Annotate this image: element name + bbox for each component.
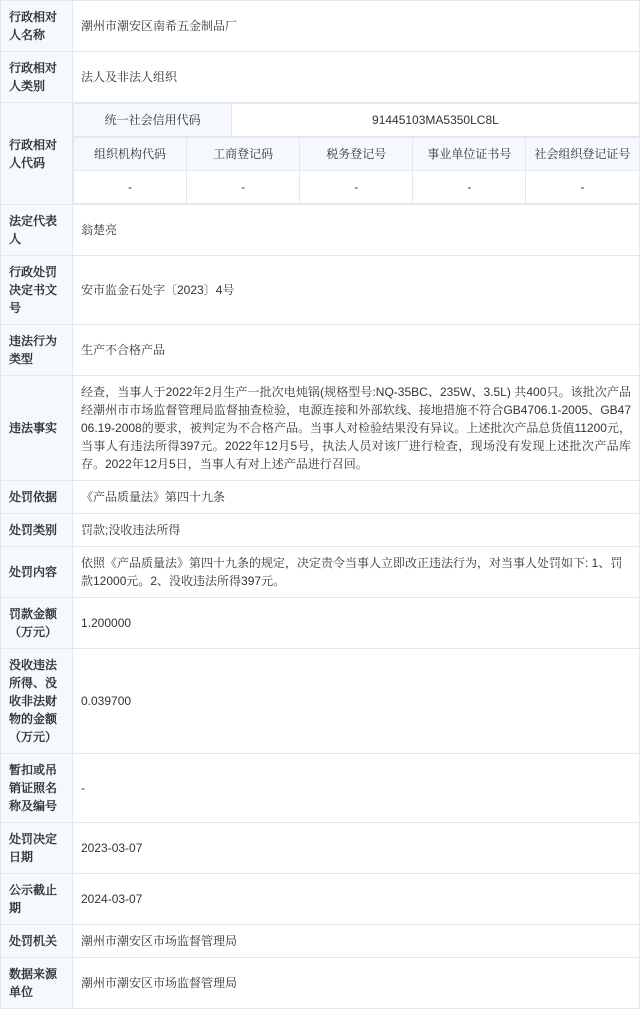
code-header-business: 工商登记码 bbox=[187, 138, 300, 171]
row-label-fine-amount: 罚款金额（万元） bbox=[1, 598, 73, 649]
row-value-doc-no: 安市监金石处字〔2023〕4号 bbox=[73, 256, 640, 325]
table-row-fine-amount bbox=[1, 598, 640, 649]
code-header-social-org: 社会组织登记证号 bbox=[526, 138, 639, 171]
code-header-row bbox=[74, 138, 640, 171]
table-row-penalty-content bbox=[1, 547, 640, 598]
row-label-source: 数据来源单位 bbox=[1, 958, 73, 1009]
table-row-doc-no bbox=[1, 256, 640, 325]
table-row-entity-type bbox=[1, 52, 640, 103]
table-row-source bbox=[1, 958, 640, 1009]
row-value-source: 潮州市潮安区市场监督管理局 bbox=[73, 958, 640, 1009]
row-label-authority: 处罚机关 bbox=[1, 925, 73, 958]
row-label-license: 暂扣或吊销证照名称及编号 bbox=[1, 754, 73, 823]
table-row-license bbox=[1, 754, 640, 823]
code-value-institution: - bbox=[413, 171, 526, 204]
table-row-violation-type bbox=[1, 325, 640, 376]
table-row-entity-name bbox=[1, 1, 640, 52]
row-label-entity-name: 行政相对人名称 bbox=[1, 1, 73, 52]
code-value-tax: - bbox=[300, 171, 413, 204]
row-label-decision-date: 处罚决定日期 bbox=[1, 823, 73, 874]
row-value-license: - bbox=[73, 754, 640, 823]
row-value-violation-type: 生产不合格产品 bbox=[73, 325, 640, 376]
table-row-entity-code bbox=[1, 103, 640, 205]
row-value-entity-type: 法人及非法人组织 bbox=[73, 52, 640, 103]
unified-code-value: 91445103MA5350LC8L bbox=[232, 104, 639, 137]
row-value-authority: 潮州市潮安区市场监督管理局 bbox=[73, 925, 640, 958]
row-value-penalty-content: 依照《产品质量法》第四十九条的规定，决定责令当事人立即改正违法行为，对当事人处罚如下: 1、罚款12000元。2、没收违法所得397元。 bbox=[73, 547, 640, 598]
row-value-penalty-type: 罚款;没收违法所得 bbox=[73, 514, 640, 547]
row-label-publicity-end: 公示截止期 bbox=[1, 874, 73, 925]
code-row-unified bbox=[74, 104, 640, 137]
code-value-row bbox=[74, 171, 640, 204]
entity-code-subtable bbox=[73, 137, 640, 204]
row-label-facts: 违法事实 bbox=[1, 376, 73, 481]
row-value-decision-date: 2023-03-07 bbox=[73, 823, 640, 874]
code-header-institution: 事业单位证书号 bbox=[413, 138, 526, 171]
table-row-legal-rep bbox=[1, 205, 640, 256]
row-label-penalty-content: 处罚内容 bbox=[1, 547, 73, 598]
row-label-doc-no: 行政处罚决定书文号 bbox=[1, 256, 73, 325]
row-label-entity-code: 行政相对人代码 bbox=[1, 103, 73, 205]
row-label-confiscate: 没收违法所得、没收非法财物的金额（万元） bbox=[1, 649, 73, 754]
row-value-confiscate: 0.039700 bbox=[73, 649, 640, 754]
table-row-basis bbox=[1, 481, 640, 514]
table-row-penalty-type bbox=[1, 514, 640, 547]
entity-code-cell bbox=[73, 103, 640, 205]
row-label-basis: 处罚依据 bbox=[1, 481, 73, 514]
row-label-legal-rep: 法定代表人 bbox=[1, 205, 73, 256]
row-value-publicity-end: 2024-03-07 bbox=[73, 874, 640, 925]
row-value-facts: 经查，当事人于2022年2月生产一批次电炖锅(规格型号:NQ-35BC、235W、3.5L) 共400只。该批次产品经潮州市市场监督管理局监督抽查检验，电源连接和外部软线、接地措施不符合GB4706.1-2005、GB4706.19-2008的要求，被判定为不合格产品。当事人对检验结果没有异议。上述批次产品总货值11200元，当事人有违法所得397元。2022年12月5号，执法人员对该厂进行检查，现场没有发现上述批次产品库存。2022年12月5日，当事人有对上述产品进行召回。 bbox=[73, 376, 640, 481]
code-value-social-org: - bbox=[526, 171, 639, 204]
entity-code-table bbox=[73, 103, 640, 137]
row-label-penalty-type: 处罚类别 bbox=[1, 514, 73, 547]
code-value-business: - bbox=[187, 171, 300, 204]
code-value-org: - bbox=[74, 171, 187, 204]
table-row-authority bbox=[1, 925, 640, 958]
row-value-entity-name: 潮州市潮安区南希五金制品厂 bbox=[73, 1, 640, 52]
code-header-tax: 税务登记号 bbox=[300, 138, 413, 171]
row-value-legal-rep: 翁楚亮 bbox=[73, 205, 640, 256]
table-row-decision-date bbox=[1, 823, 640, 874]
row-value-fine-amount: 1.200000 bbox=[73, 598, 640, 649]
table-row-publicity-end bbox=[1, 874, 640, 925]
row-value-basis: 《产品质量法》第四十九条 bbox=[73, 481, 640, 514]
row-label-violation-type: 违法行为类型 bbox=[1, 325, 73, 376]
unified-code-label: 统一社会信用代码 bbox=[74, 104, 232, 137]
table-row-facts bbox=[1, 376, 640, 481]
code-header-org: 组织机构代码 bbox=[74, 138, 187, 171]
table-row-confiscate bbox=[1, 649, 640, 754]
row-label-entity-type: 行政相对人类别 bbox=[1, 52, 73, 103]
